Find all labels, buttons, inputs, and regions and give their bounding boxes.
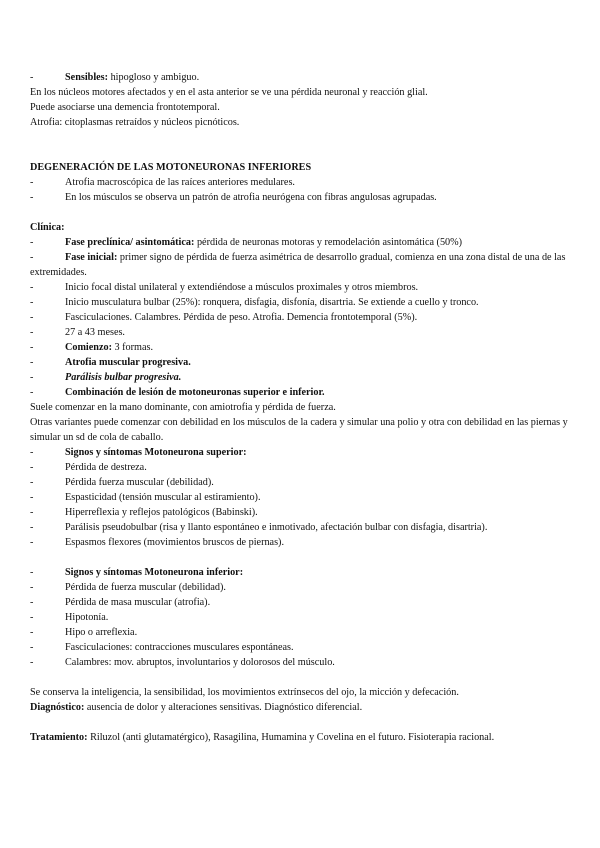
list-dash: - <box>30 477 34 488</box>
list-dash: - <box>30 492 34 503</box>
item-text: Espasticidad (tensión muscular al estiramiento). <box>65 492 261 503</box>
paragraph: Suele comenzar en la mano dominante, con amiotrofia y pérdida de fuerza. <box>30 402 336 413</box>
list-item <box>30 235 570 250</box>
item-text: 27 a 43 meses. <box>65 327 125 338</box>
list-item <box>30 640 570 655</box>
paragraph: Puede asociarse una demencia frontotemporal. <box>30 102 220 113</box>
paragraph: Se conserva la inteligencia, la sensibilidad, los movimientos extrínsecos del ojo, la micción y defecación. <box>30 687 459 698</box>
list-dash: - <box>30 297 34 308</box>
item-label: Comienzo: <box>65 342 112 353</box>
item-text: Fasciculaciones. Calambres. Pérdida de peso. Atrofia. Demencia frontotemporal (5%). <box>65 312 418 323</box>
list-item <box>30 475 570 490</box>
paragraph: Otras variantes puede comenzar con debilidad en los músculos de la cadera y simular una polio y otra con debilidad en las piernas y simular un sd de cola de caballo. <box>30 417 568 443</box>
list-dash: - <box>30 537 34 548</box>
list-dash: - <box>30 597 34 608</box>
spacer <box>30 205 570 220</box>
list-dash: - <box>30 177 34 188</box>
list-item <box>30 610 570 625</box>
item-text: Hipo o arreflexia. <box>65 627 138 638</box>
diagnostico-label: Diagnóstico: <box>30 702 85 713</box>
list-dash: - <box>30 252 34 263</box>
document-page <box>30 70 570 745</box>
item-label: Signos y síntomas Motoneurona inferior: <box>65 567 244 578</box>
item-label: Fase inicial: <box>65 252 118 263</box>
paragraph: Atrofia: citoplasmas retraídos y núcleos picnóticos. <box>30 117 240 128</box>
item-text: Atrofia macroscópica de las raíces anteriores medulares. <box>65 177 295 188</box>
item-text: Espasmos flexores (movimientos bruscos de piernas). <box>65 537 284 548</box>
list-item <box>30 580 570 595</box>
list-item <box>30 460 570 475</box>
item-text: pérdida de neuronas motoras y remodelación asintomática (50%) <box>194 237 463 248</box>
list-heading-inferior <box>30 565 570 580</box>
item-text: Fasciculaciones: contracciones musculares espontáneas. <box>65 642 294 653</box>
item-text: Calambres: mov. abruptos, involuntarios y dolorosos del músculo. <box>65 657 335 668</box>
item-text: Pérdida de destreza. <box>65 462 147 473</box>
tratamiento-text: Riluzol (anti glutamatérgico), Rasagilina, Humamina y Covelina en el futuro. Fisioterapia racional. <box>87 732 495 743</box>
item-text: Hiperreflexia y reflejos patológicos (Babinski). <box>65 507 258 518</box>
list-dash: - <box>30 657 34 668</box>
list-item <box>30 175 570 190</box>
list-item <box>30 625 570 640</box>
list-dash: - <box>30 447 34 458</box>
list-item <box>30 505 570 520</box>
item-text: En los músculos se observa un patrón de atrofia neurógena con fibras angulosas agrupadas. <box>65 192 437 203</box>
list-dash: - <box>30 567 34 578</box>
list-dash: - <box>30 642 34 653</box>
list-dash: - <box>30 582 34 593</box>
list-dash: - <box>30 612 34 623</box>
item-label: Combinación de lesión de motoneuronas superior e inferior. <box>65 387 325 398</box>
item-label: Fase preclínica/ asintomática: <box>65 237 195 248</box>
paragraph-diagnostico <box>30 700 570 715</box>
item-text: hipogloso y ambiguo. <box>108 72 200 83</box>
section-heading-degeneracion: DEGENERACIÓN DE LAS MOTONEURONAS INFERIORES <box>30 162 312 173</box>
item-text: Pérdida fuerza muscular (debilidad). <box>65 477 214 488</box>
section-heading-clinica: Clínica: <box>30 222 65 233</box>
list-dash: - <box>30 522 34 533</box>
item-label: Atrofia muscular progresiva. <box>65 357 191 368</box>
spacer <box>30 715 570 730</box>
tratamiento-label: Tratamiento: <box>30 732 88 743</box>
spacer <box>30 670 570 685</box>
list-dash: - <box>30 387 34 398</box>
list-item <box>30 190 570 205</box>
list-dash: - <box>30 462 34 473</box>
item-text: primer signo de pérdida de fuerza asimétrica de desarrollo gradual, comienza en una zona distal de una de las extremidades. <box>30 252 566 278</box>
spacer <box>30 130 570 145</box>
list-item <box>30 325 570 340</box>
paragraph: En los núcleos motores afectados y en el asta anterior se ve una pérdida neuronal y reacción glial. <box>30 87 428 98</box>
list-dash: - <box>30 192 34 203</box>
item-text: Inicio focal distal unilateral y extendiéndose a músculos proximales y otros miembros. <box>65 282 419 293</box>
list-dash: - <box>30 342 34 353</box>
list-dash: - <box>30 72 34 83</box>
list-dash: - <box>30 327 34 338</box>
item-label: Parálisis bulbar progresiva. <box>65 372 182 383</box>
paragraph-tratamiento <box>30 730 570 745</box>
list-item <box>30 280 570 295</box>
item-text: Pérdida de masa muscular (atrofia). <box>65 597 211 608</box>
list-dash: - <box>30 627 34 638</box>
list-dash: - <box>30 507 34 518</box>
list-item <box>30 295 570 310</box>
list-heading-superior <box>30 445 570 460</box>
item-text: Pérdida de fuerza muscular (debilidad). <box>65 582 226 593</box>
item-text: Parálisis pseudobulbar (risa y llanto espontáneo e inmotivado, afectación bulbar con disfagia, disartria). <box>65 522 488 533</box>
spacer <box>30 550 570 565</box>
item-text: 3 formas. <box>111 342 153 353</box>
list-item <box>30 385 570 400</box>
list-item <box>30 535 570 550</box>
list-item <box>30 490 570 505</box>
list-dash: - <box>30 237 34 248</box>
list-item <box>30 310 570 325</box>
list-item-wrapped <box>30 250 570 280</box>
list-item <box>30 355 570 370</box>
item-label: Sensibles: <box>65 72 109 83</box>
list-item <box>30 340 570 355</box>
list-item <box>30 595 570 610</box>
list-dash: - <box>30 282 34 293</box>
list-item <box>30 70 570 85</box>
list-dash: - <box>30 372 34 383</box>
spacer <box>30 145 570 160</box>
item-paragraph <box>30 250 570 280</box>
list-dash: - <box>30 312 34 323</box>
list-item <box>30 520 570 535</box>
list-item <box>30 655 570 670</box>
list-dash: - <box>30 357 34 368</box>
list-item <box>30 370 570 385</box>
item-text: Hipotonía. <box>65 612 109 623</box>
item-text: Inicio musculatura bulbar (25%): ronquera, disfagia, disfonía, disartria. Se extiende a cuello y tronco. <box>65 297 479 308</box>
item-label: Signos y síntomas Motoneurona superior: <box>65 447 247 458</box>
diagnostico-text: ausencia de dolor y alteraciones sensitivas. Diagnóstico diferencial. <box>84 702 363 713</box>
